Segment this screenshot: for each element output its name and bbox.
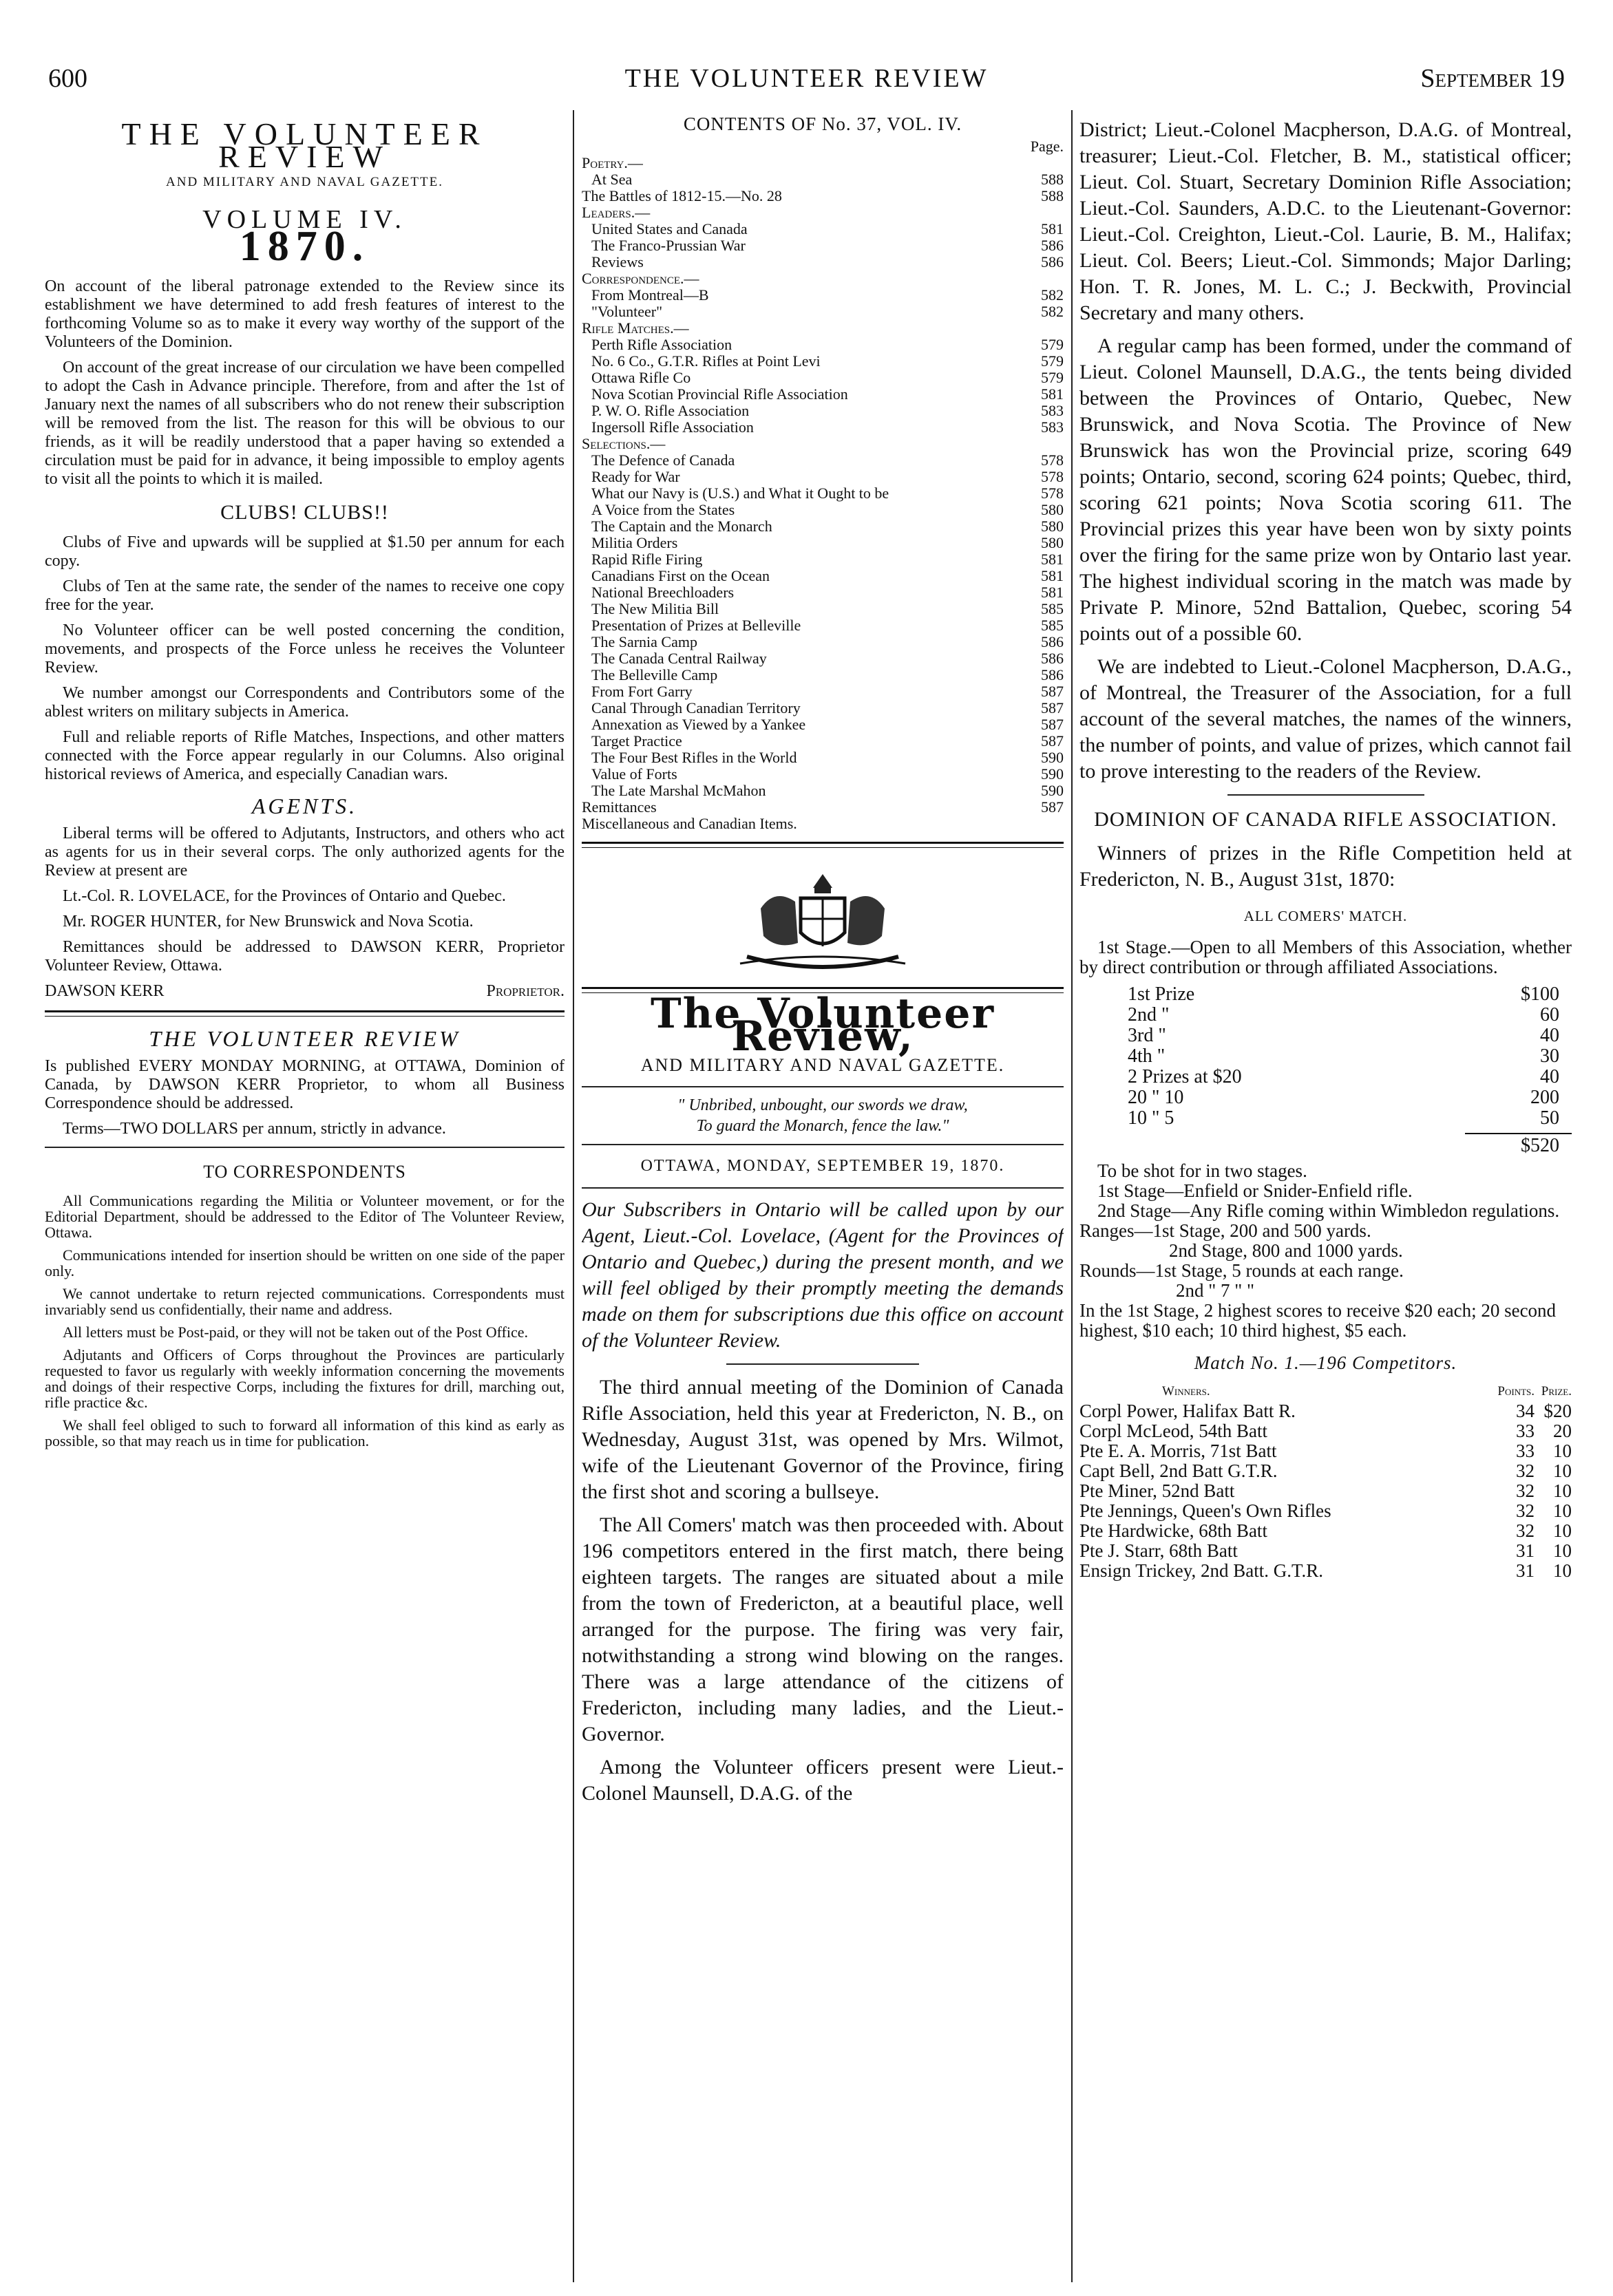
contents-entry bbox=[582, 386, 1064, 403]
contents-entry bbox=[582, 403, 1064, 419]
contents-entry-title: Remittances bbox=[582, 798, 657, 816]
divider bbox=[1227, 794, 1424, 796]
prize-row bbox=[1079, 1067, 1572, 1087]
contents-entry-page: 580 bbox=[1041, 501, 1064, 518]
contents-entry bbox=[582, 535, 1064, 551]
winner-prize: 10 bbox=[1553, 1441, 1572, 1461]
correspondents-paragraph-4: All letters must be Post-paid, or they will not be taken out of the Post Office. bbox=[63, 1324, 528, 1341]
contents-entry-title: From Fort Garry bbox=[591, 683, 693, 700]
contents-entry-title: Ready for War bbox=[591, 468, 680, 485]
winner-points: 32 bbox=[1516, 1500, 1535, 1521]
winner-prize: 10 bbox=[1553, 1460, 1572, 1481]
masthead-subtitle: AND MILITARY AND NAVAL GAZETTE. bbox=[166, 175, 443, 189]
contents-entry-page: 586 bbox=[1041, 633, 1064, 650]
contents-entry bbox=[582, 518, 1064, 535]
table-of-contents bbox=[582, 138, 1064, 832]
contents-entry bbox=[582, 370, 1064, 386]
contents-entry-title: Rifle Matches.— bbox=[582, 319, 689, 337]
contents-entry-title: The Franco-Prussian War bbox=[591, 237, 746, 254]
prize-row bbox=[1079, 1108, 1572, 1129]
section-rule bbox=[582, 842, 1064, 848]
contents-entry-title: "Volunteer" bbox=[591, 303, 663, 320]
contents-entry-page: 578 bbox=[1041, 468, 1064, 485]
prize-row bbox=[1079, 1005, 1572, 1025]
contents-entry bbox=[582, 700, 1064, 716]
prize-amount: 40 bbox=[1540, 1066, 1559, 1087]
contents-entry bbox=[582, 750, 1064, 766]
royal-arms-crest bbox=[582, 860, 1064, 977]
winner-prize: 10 bbox=[1553, 1480, 1572, 1501]
correspondents-paragraph-2: Communications intended for insertion should be written on one side of the paper only. bbox=[45, 1246, 565, 1279]
contents-entry bbox=[582, 304, 1064, 320]
winners-column-header: Winners. bbox=[1162, 1384, 1210, 1399]
column-rule-1 bbox=[573, 110, 574, 2282]
contents-entry-page: 581 bbox=[1041, 567, 1064, 584]
clubs-paragraph-2: Clubs of Ten at the same rate, the sender of the names to receive one copy free for the year. bbox=[45, 577, 565, 614]
contents-entry bbox=[582, 469, 1064, 485]
contents-entry bbox=[582, 237, 1064, 254]
contents-entry-page: 587 bbox=[1041, 732, 1064, 750]
contents-entry-title: United States and Canada bbox=[591, 220, 748, 237]
coat-of-arms-icon bbox=[719, 860, 926, 977]
correspondents-heading: TO CORRESPONDENTS bbox=[203, 1162, 406, 1182]
divider bbox=[582, 1187, 1064, 1189]
prize-row bbox=[1079, 1025, 1572, 1046]
article-paragraph-2: The All Comers' match was then proceeded with. About 196 competitors entered in the first match, there being eighteen targets. The ranges are situated about a mile from the town of Fredericton, at a beautiful place, well arranged for the purpose. The firing was very fair, notwithstanding a strong wind blowing on the ranges. There was a large attendance of the citizens of Fredericton, including many ladies, and the Lieut.-Governor. bbox=[582, 1513, 1064, 1745]
prize-amount: 60 bbox=[1540, 1004, 1559, 1025]
contents-entry-page: 581 bbox=[1041, 385, 1064, 403]
agents-paragraph-4: Remittances should be addressed to DAWSON KERR, Proprietor Volunteer Review, Ottawa. bbox=[45, 938, 565, 975]
contents-entry-title: What our Navy is (U.S.) and What it Ought to be bbox=[591, 485, 889, 502]
contents-entry-title: The Captain and the Monarch bbox=[591, 518, 772, 535]
winner-row bbox=[1079, 1521, 1572, 1541]
prize-label: 20 " 10 bbox=[1128, 1087, 1184, 1108]
contents-entry-page: 585 bbox=[1041, 617, 1064, 634]
section-rule bbox=[45, 1010, 565, 1017]
winner-name: Pte Hardwicke, 68th Batt bbox=[1079, 1521, 1267, 1541]
motto-line-2: To guard the Monarch, fence the law." bbox=[696, 1117, 949, 1135]
contents-entry bbox=[582, 337, 1064, 353]
prize-total: $520 bbox=[1465, 1133, 1572, 1157]
prize-amount: 30 bbox=[1540, 1045, 1559, 1067]
prize-column-header: Prize. bbox=[1541, 1384, 1572, 1399]
rules-line-1: To be shot for in two stages. bbox=[1097, 1160, 1307, 1181]
motto-line-1: " Unbribed, unbought, our swords we draw, bbox=[677, 1096, 968, 1114]
running-head bbox=[48, 63, 1565, 105]
contents-entry-title: Militia Orders bbox=[591, 534, 678, 551]
contents-entry-title: Presentation of Prizes at Belleville bbox=[591, 617, 801, 634]
contents-entry bbox=[582, 716, 1064, 733]
match-rules bbox=[1079, 1161, 1572, 1341]
winner-name: Capt Bell, 2nd Batt G.T.R. bbox=[1079, 1461, 1278, 1481]
contents-entry-title: No. 6 Co., G.T.R. Rifles at Point Levi bbox=[591, 352, 821, 370]
winner-row bbox=[1079, 1421, 1572, 1441]
winner-points: 32 bbox=[1516, 1460, 1535, 1481]
winner-name: Pte Miner, 52nd Batt bbox=[1079, 1481, 1235, 1501]
contents-entry-page: 586 bbox=[1041, 237, 1064, 254]
contents-entry bbox=[582, 799, 1064, 816]
winner-prize: $20 bbox=[1543, 1401, 1572, 1421]
contents-entry bbox=[582, 320, 1064, 337]
contents-entry-page: 579 bbox=[1041, 336, 1064, 353]
proprietor-name: DAWSON KERR bbox=[45, 982, 165, 1000]
divider bbox=[582, 1086, 1064, 1087]
points-column-header: Points. bbox=[1497, 1384, 1535, 1399]
proprietor-line bbox=[45, 982, 565, 1001]
winner-row bbox=[1079, 1501, 1572, 1521]
contents-entry-title: The Defence of Canada bbox=[591, 451, 735, 469]
contents-entry bbox=[582, 502, 1064, 518]
contents-entry-title: Leaders.— bbox=[582, 204, 651, 221]
clubs-paragraph-4: We number amongst our Correspondents and Contributors some of the ablest writers on military subjects in America. bbox=[45, 684, 565, 721]
prize-label: 10 " 5 bbox=[1128, 1107, 1174, 1129]
contents-entry bbox=[582, 287, 1064, 304]
winner-prize: 10 bbox=[1553, 1500, 1572, 1521]
contents-entry bbox=[582, 816, 1064, 832]
contents-entry-page: 588 bbox=[1041, 187, 1064, 204]
rules-line-5: 2nd Stage, 800 and 1000 yards. bbox=[1169, 1240, 1403, 1261]
article-paragraph-3: Among the Volunteer officers present were Lieut.-Colonel Maunsell, D.A.G. of the bbox=[582, 1756, 1064, 1805]
volume-year: 1870. bbox=[239, 223, 370, 270]
contents-entry-page: 583 bbox=[1041, 418, 1064, 436]
contents-entry-title: Perth Rifle Association bbox=[591, 336, 732, 353]
agents-heading: AGENTS. bbox=[251, 794, 358, 818]
contents-entry bbox=[582, 766, 1064, 783]
contents-entry bbox=[582, 650, 1064, 667]
column-2 bbox=[582, 117, 1064, 2275]
contents-entry bbox=[582, 568, 1064, 584]
contents-entry-page: 586 bbox=[1041, 666, 1064, 683]
prize-row bbox=[1079, 1087, 1572, 1108]
contents-entry bbox=[582, 221, 1064, 237]
contents-entry bbox=[582, 485, 1064, 502]
rules-line-8: In the 1st Stage, 2 highest scores to receive $20 each; 20 second highest, $10 each; 10 third highest, $5 each. bbox=[1079, 1300, 1557, 1341]
contents-page-label: Page. bbox=[1030, 138, 1064, 155]
rules-line-4: Ranges—1st Stage, 200 and 500 yards. bbox=[1079, 1220, 1371, 1241]
contents-entry-title: Miscellaneous and Canadian Items. bbox=[582, 815, 797, 832]
winner-name: Pte Jennings, Queen's Own Rifles bbox=[1079, 1501, 1331, 1521]
winner-row bbox=[1079, 1541, 1572, 1561]
contents-entry-title: The Canada Central Railway bbox=[591, 650, 767, 667]
proprietor-title: Proprietor. bbox=[486, 982, 565, 1000]
prize-amount: $100 bbox=[1521, 984, 1559, 1005]
winner-prize: 10 bbox=[1553, 1520, 1572, 1541]
winner-points: 32 bbox=[1516, 1520, 1535, 1541]
winner-name: Ensign Trickey, 2nd Batt. G.T.R. bbox=[1079, 1561, 1324, 1581]
contents-entry-page: 578 bbox=[1041, 485, 1064, 502]
winner-points: 31 bbox=[1516, 1540, 1535, 1561]
paper-title: The Volunteer Review, bbox=[650, 990, 995, 1061]
winner-name: Corpl Power, Halifax Batt R. bbox=[1079, 1401, 1296, 1421]
contents-entry-page: 586 bbox=[1041, 253, 1064, 270]
winner-points: 33 bbox=[1516, 1421, 1535, 1441]
contents-entry bbox=[582, 617, 1064, 634]
contents-entry bbox=[582, 733, 1064, 750]
running-date: September 19 bbox=[1420, 64, 1565, 93]
contents-entry bbox=[582, 436, 1064, 452]
contents-entry-page: 588 bbox=[1041, 171, 1064, 188]
winner-prize: 10 bbox=[1553, 1540, 1572, 1561]
continued-paragraph-3: We are indebted to Lieut.-Colonel Macpherson, D.A.G., of Montreal, the Treasurer of the Association, for a full account of the several matches, the names of the winners, the number of points, and value of prizes, which cannot fail to prove interesting to the readers of the Review. bbox=[1079, 655, 1572, 783]
winner-points: 33 bbox=[1516, 1441, 1535, 1461]
contents-entry bbox=[582, 204, 1064, 221]
contents-entry-title: Poetry.— bbox=[582, 154, 643, 171]
contents-entry-title: At Sea bbox=[591, 171, 633, 188]
contents-entry-title: The Battles of 1812-15.—No. 28 bbox=[582, 187, 782, 204]
divider bbox=[582, 1144, 1064, 1145]
winner-prize: 20 bbox=[1553, 1421, 1572, 1441]
contents-entry bbox=[582, 188, 1064, 204]
prize-label: 2nd " bbox=[1128, 1004, 1170, 1025]
volume-label: VOLUME IV. bbox=[202, 205, 407, 234]
contents-entry-page: 587 bbox=[1041, 798, 1064, 816]
continued-paragraph-1: District; Lieut.-Colonel Macpherson, D.A.G. of Montreal, treasurer; Lieut.-Col. Fletcher, B. M., statistical officer; Lieut. Col. Stuart, Secretary Dominion Rifle Association; Lieut.-Col. Saunders, A.D.C. to the Lieutenant-Governor: Lieut.-Col. Creighton, Lieut.-Col. Laurie, B. M., Halifax; Lieut. Col. Beers; Lieut.-Col. Simmonds; Major Darling; Hon. T. R. Jones, M. L. C.; J. Beckwith, Provincial Secretary and many others. bbox=[1079, 118, 1572, 324]
contents-entry-page: 590 bbox=[1041, 749, 1064, 766]
winner-points: 34 bbox=[1516, 1401, 1535, 1421]
contents-entry-title: Reviews bbox=[591, 253, 644, 270]
contents-entry-title: Rapid Rifle Firing bbox=[591, 551, 703, 568]
contents-entry-page: 587 bbox=[1041, 716, 1064, 733]
rules-line-3: 2nd Stage—Any Rifle coming within Wimbledon regulations. bbox=[1097, 1200, 1560, 1221]
correspondents-paragraph-6: We shall feel obliged to such to forward all information of this kind as early as possible, so that may reach us in time for publication. bbox=[45, 1416, 565, 1449]
contents-entry-title: Ingersoll Rifle Association bbox=[591, 418, 754, 436]
correspondents-paragraph-5: Adjutants and Officers of Corps throughout the Provinces are particularly requested to favor us regularly with weekly information concerning the movements and doings of their respective Corps, including the fixtures for drill, marching out, rifle practice &c. bbox=[45, 1346, 565, 1411]
contents-entry-page: 581 bbox=[1041, 220, 1064, 237]
contents-entry-title: National Breechloaders bbox=[591, 584, 735, 601]
prize-label: 4th " bbox=[1128, 1045, 1166, 1067]
contents-entry-page: 583 bbox=[1041, 402, 1064, 419]
column-3 bbox=[1079, 117, 1572, 2275]
winner-prize: 10 bbox=[1553, 1560, 1572, 1581]
column-1 bbox=[45, 117, 565, 2275]
contents-entry-page: 590 bbox=[1041, 782, 1064, 799]
prize-row bbox=[1079, 1046, 1572, 1067]
review-paragraph-2: Terms—TWO DOLLARS per annum, strictly in advance. bbox=[63, 1120, 446, 1138]
contents-entry-title: Canal Through Canadian Territory bbox=[591, 699, 801, 716]
contents-entry-title: Target Practice bbox=[591, 732, 682, 750]
winner-name: Corpl McLeod, 54th Batt bbox=[1079, 1421, 1267, 1441]
contents-entry-title: Ottawa Rifle Co bbox=[591, 369, 691, 386]
column-rule-2 bbox=[1071, 110, 1073, 2282]
running-title: THE VOLUNTEER REVIEW bbox=[624, 64, 989, 93]
contents-entry-page: 586 bbox=[1041, 650, 1064, 667]
contents-entry bbox=[582, 452, 1064, 469]
contents-title: CONTENTS OF No. 37, VOL. IV. bbox=[683, 117, 962, 134]
winner-row bbox=[1079, 1481, 1572, 1501]
contents-entry-title: From Montreal—B bbox=[591, 286, 709, 304]
agents-paragraph-1: Liberal terms will be offered to Adjutants, Instructors, and others who act as agents for us in their several corps. The only authorized agents for the Review at present are bbox=[45, 825, 565, 880]
contents-entry bbox=[582, 683, 1064, 700]
paper-subtitle: AND MILITARY AND NAVAL GAZETTE. bbox=[640, 1055, 1005, 1075]
contents-entry-title: P. W. O. Rifle Association bbox=[591, 402, 750, 419]
contents-entry-page: 579 bbox=[1041, 369, 1064, 386]
rules-line-7: 2nd " 7 " " bbox=[1176, 1280, 1255, 1301]
contents-entry-page: 582 bbox=[1041, 286, 1064, 304]
winner-points: 32 bbox=[1516, 1480, 1535, 1501]
clubs-paragraph-5: Full and reliable reports of Rifle Matches, Inspections, and other matters connected with the Force appear regularly in our Columns. Also original historical reviews of America, and especially Canadian wars. bbox=[45, 728, 565, 783]
clubs-paragraph-3: No Volunteer officer can be well posted concerning the condition, movements, and prospects of the Force unless he receives the Volunteer Review. bbox=[45, 621, 565, 677]
agents-paragraph-3: Mr. ROGER HUNTER, for New Brunswick and Nova Scotia. bbox=[63, 913, 474, 931]
contents-entry-title: Annexation as Viewed by a Yankee bbox=[591, 716, 806, 733]
contents-entry-title: The New Militia Bill bbox=[591, 600, 719, 617]
prize-list bbox=[1079, 984, 1572, 1129]
prize-label: 1st Prize bbox=[1128, 984, 1195, 1005]
contents-entry bbox=[582, 783, 1064, 799]
contents-entry bbox=[582, 551, 1064, 568]
rules-line-6: Rounds—1st Stage, 5 rounds at each range. bbox=[1079, 1260, 1404, 1281]
contents-entry-page: 580 bbox=[1041, 518, 1064, 535]
contents-entry-page: 580 bbox=[1041, 534, 1064, 551]
prize-amount: 200 bbox=[1530, 1087, 1559, 1108]
contents-entry-page: 579 bbox=[1041, 352, 1064, 370]
contents-entry bbox=[582, 171, 1064, 188]
divider bbox=[726, 1363, 919, 1365]
contents-entry-title: The Late Marshal McMahon bbox=[591, 782, 766, 799]
stage-paragraph: 1st Stage.—Open to all Members of this Association, whether by direct contribution or through affiliated Associations. bbox=[1079, 937, 1572, 977]
winners-table bbox=[1079, 1381, 1572, 1581]
prize-amount: 40 bbox=[1540, 1025, 1559, 1046]
contents-entry bbox=[582, 584, 1064, 601]
prize-label: 3rd " bbox=[1128, 1025, 1166, 1046]
prize-amount: 50 bbox=[1540, 1107, 1559, 1129]
association-intro: Winners of prizes in the Rifle Competition held at Fredericton, N. B., August 31st, 1870: bbox=[1079, 842, 1572, 891]
match-1-heading: Match No. 1.—196 Competitors. bbox=[1194, 1352, 1457, 1373]
contents-entry bbox=[582, 419, 1064, 436]
agents-paragraph-2: Lt.-Col. R. LOVELACE, for the Provinces of Ontario and Quebec. bbox=[63, 887, 506, 905]
winner-name: Pte J. Starr, 68th Batt bbox=[1079, 1541, 1238, 1561]
contents-entry-page: 587 bbox=[1041, 699, 1064, 716]
prize-label: 2 Prizes at $20 bbox=[1128, 1066, 1242, 1087]
contents-entry bbox=[582, 254, 1064, 270]
contents-entry-page: 581 bbox=[1041, 584, 1064, 601]
intro-paragraph-1: On account of the liberal patronage extended to the Review since its establishment we have determined to add fresh features of interest to the forthcoming Volume so as to make it every way worthy of the support of the Volunteers of the Dominion. bbox=[45, 277, 565, 351]
contents-entry-title: Correspondence.— bbox=[582, 270, 699, 287]
contents-entry-page: 581 bbox=[1041, 551, 1064, 568]
match-heading: ALL COMERS' MATCH. bbox=[1243, 908, 1408, 924]
winner-name: Pte E. A. Morris, 71st Batt bbox=[1079, 1441, 1277, 1461]
divider bbox=[45, 1147, 565, 1148]
intro-paragraph-2: On account of the great increase of our circulation we have been compelled to adopt the Cash in Advance principle. Therefore, from and after the 1st of January next the names of all subscribers who do not renew their subscription will be removed from the list. The reason for this will be obvious to our friends, as it will be readily understood that a paper having so extended a circulation must be paid for in advance, it being impossible to employ agents to visit all the points to which it is mailed. bbox=[45, 359, 565, 488]
winners-header bbox=[1079, 1381, 1572, 1401]
contents-entry bbox=[582, 353, 1064, 370]
contents-entry-title: The Belleville Camp bbox=[591, 666, 718, 683]
page-number: 600 bbox=[48, 64, 87, 93]
rules-line-2: 1st Stage—Enfield or Snider-Enfield rifle. bbox=[1097, 1180, 1413, 1201]
correspondents-paragraph-3: We cannot undertake to return rejected communications. Correspondents must invariably send us confidentially, their name and address. bbox=[45, 1285, 565, 1318]
contents-entry bbox=[582, 667, 1064, 683]
dateline: OTTAWA, MONDAY, SEPTEMBER 19, 1870. bbox=[640, 1157, 1005, 1175]
article-paragraph-1: The third annual meeting of the Dominion of Canada Rifle Association, held this year at Fredericton, N. B., on Wednesday, August 31st, was opened by Mrs. Wilmot, wife of the Lieutenant Governor of the Province, firing the first shot and scoring a bullseye. bbox=[582, 1376, 1064, 1503]
correspondents-paragraph-1: All Communications regarding the Militia or Volunteer movement, or for the Editorial Department, should be addressed to the Editor of The Volunteer Review, Ottawa. bbox=[45, 1192, 565, 1241]
contents-entry bbox=[582, 155, 1064, 171]
review-heading: THE VOLUNTEER REVIEW bbox=[149, 1026, 461, 1051]
contents-entry bbox=[582, 601, 1064, 617]
clubs-paragraph-1: Clubs of Five and upwards will be supplied at $1.50 per annum for each copy. bbox=[45, 533, 565, 570]
clubs-heading: CLUBS! CLUBS!! bbox=[220, 501, 389, 524]
review-paragraph-1: Is published EVERY MONDAY MORNING, at OTTAWA, Dominion of Canada, by DAWSON KERR Proprietor, to whom all Business Correspondence should be addressed. bbox=[45, 1057, 565, 1112]
winner-row bbox=[1079, 1401, 1572, 1421]
contents-entry bbox=[582, 634, 1064, 650]
contents-entry-title: The Sarnia Camp bbox=[591, 633, 697, 650]
contents-entry-page: 585 bbox=[1041, 600, 1064, 617]
prize-row bbox=[1079, 984, 1572, 1005]
subscriber-notice: Our Subscribers in Ontario will be called upon by our Agent, Lieut.-Col. Lovelace, (Agent for the Provinces of Ontario and Quebec,) during the present month, and we will feel obliged by their promptly meeting the demands made on them for subscriptions due this office on account of the Volunteer Review. bbox=[582, 1198, 1064, 1352]
winner-row bbox=[1079, 1441, 1572, 1461]
contents-entry-page: 587 bbox=[1041, 683, 1064, 700]
winner-points: 31 bbox=[1516, 1560, 1535, 1581]
contents-entry-page: 590 bbox=[1041, 765, 1064, 783]
contents-entry-title: Nova Scotian Provincial Rifle Association bbox=[591, 385, 848, 403]
contents-entry bbox=[582, 270, 1064, 287]
contents-list bbox=[582, 155, 1064, 832]
masthead-title: THE VOLUNTEER REVIEW bbox=[121, 117, 488, 174]
contents-entry-title: Canadians First on the Ocean bbox=[591, 567, 770, 584]
association-heading: DOMINION OF CANADA RIFLE ASSOCIATION. bbox=[1094, 808, 1557, 831]
contents-entry-page: 578 bbox=[1041, 451, 1064, 469]
winner-rows bbox=[1079, 1401, 1572, 1581]
winner-row bbox=[1079, 1561, 1572, 1581]
contents-entry-title: Value of Forts bbox=[591, 765, 677, 783]
contents-entry-page: 582 bbox=[1041, 303, 1064, 320]
contents-entry-title: Selections.— bbox=[582, 435, 666, 452]
winner-row bbox=[1079, 1461, 1572, 1481]
continued-paragraph-2: A regular camp has been formed, under the command of Lieut. Colonel Maunsell, D.A.G., the tents being divided between the Provinces of Ontario, Quebec, New Brunswick, and Nova Scotia. The Province of New Brunswick has won the Provincial prize, scoring 649 points; Ontario, second, scoring 624 points; Quebec, third, scoring 621 points; Nova Scotia scoring 611. The Provincial prizes this year have been won by sixty points over the firing for the same prize won by Ontario last year. The highest individual scoring in the match was made by Private P. Minore, 52nd Battalion, Quebec, scoring 54 points out of a possible 60. bbox=[1079, 334, 1572, 645]
contents-entry-title: The Four Best Rifles in the World bbox=[591, 749, 797, 766]
contents-entry-title: A Voice from the States bbox=[591, 501, 735, 518]
